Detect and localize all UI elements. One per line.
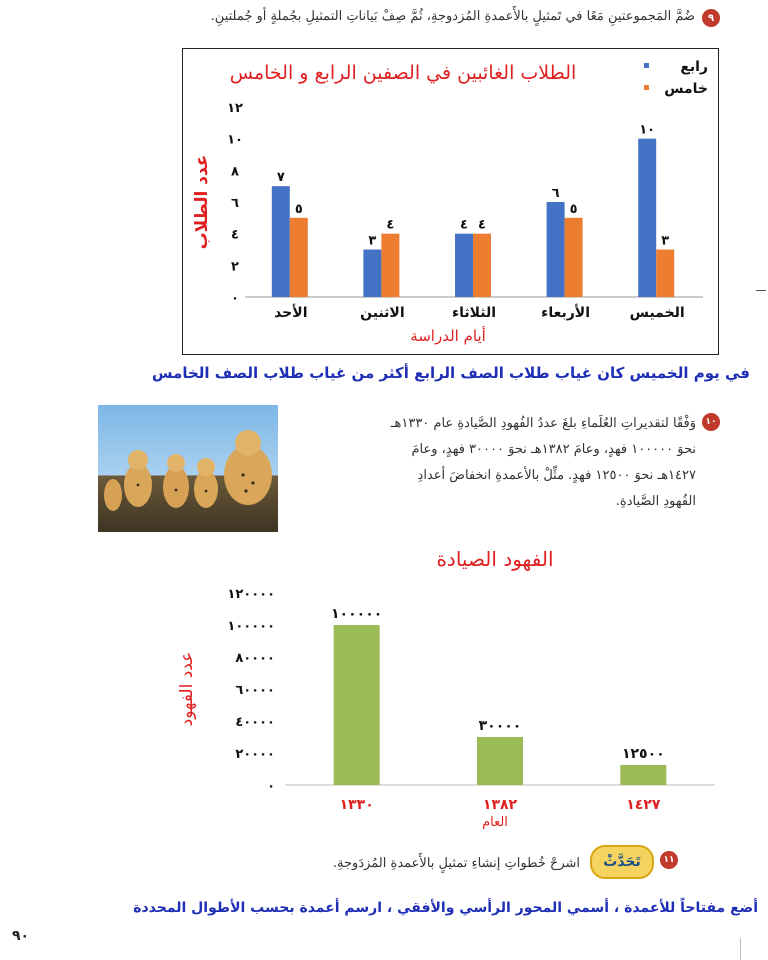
bar — [473, 234, 491, 297]
talk-badge: تَحَدَّثْ — [590, 845, 654, 879]
page-number: ٩٠ — [12, 928, 30, 944]
legend-label: رابع — [680, 59, 708, 75]
y-tick-label: ١٠٠٠٠٠ — [227, 619, 275, 634]
bar — [565, 218, 583, 297]
page-edge-mark — [756, 290, 766, 291]
bar — [363, 250, 381, 298]
data-label: ٣٠٠٠٠ — [478, 718, 522, 734]
y-tick-label: ١٠ — [227, 132, 243, 148]
answer-text: أضع مفتاحاً للأعمدة ، أسمي المحور الرأسي والأفقي ، ارسم أعمدة بحسب الأطوال المحددة — [133, 900, 758, 916]
data-label: ١٢٥٠٠ — [621, 746, 665, 762]
bar — [455, 234, 473, 297]
y-axis-label: عدد الفهود — [177, 651, 197, 727]
y-tick-label: ٢٠٠٠٠ — [235, 747, 275, 762]
bar — [272, 186, 290, 297]
x-tick-label: الاثنين — [360, 305, 405, 321]
paragraph-line: نحوَ ١٠٠٠٠٠ فهدٍ، وعامَ ١٣٨٢هـ نحوَ ٣٠٠٠٠ فهدٍ، وعامَ — [411, 442, 696, 457]
x-axis-label: أيام الدراسة — [410, 327, 486, 345]
x-tick-label: ١٣٣٠ — [339, 797, 374, 813]
y-axis-label: عدد الطلاب — [192, 154, 212, 250]
paragraph-line: وَفْقًا لتقديراتِ العُلَماءِ بلغَ عددُ الفُهودِ الصَّيادةِ عام ١٣٣٠هـ — [390, 416, 696, 431]
data-label: ١٠ — [639, 122, 656, 138]
y-tick-label: ٨٠٠٠٠ — [235, 651, 275, 666]
y-tick-label: ١٢٠٠٠٠ — [227, 587, 275, 602]
legend-swatch — [644, 85, 649, 90]
x-tick-label: الخميس — [629, 305, 685, 321]
legend-label: خامس — [664, 81, 708, 97]
chart-title: الطلاب الغائبين في الصفين الرابع و الخامس — [229, 62, 577, 84]
data-label: ٤ — [460, 217, 468, 233]
question-number-badge — [702, 9, 720, 27]
cheetah-chart — [170, 540, 730, 830]
data-label: ٣ — [368, 233, 377, 249]
x-tick-label: ١٣٨٢ — [482, 797, 518, 813]
question-paragraph — [296, 411, 696, 515]
question-number: ١١ — [663, 855, 675, 865]
data-label: ٥ — [569, 201, 578, 217]
y-tick-label: ١٢ — [227, 101, 243, 116]
bar — [547, 202, 565, 297]
y-tick-label: ٠ — [267, 779, 275, 794]
y-tick-label: ٨ — [231, 164, 239, 180]
bar — [638, 139, 656, 297]
y-tick-label: ٤ — [231, 227, 239, 243]
x-axis-label: العام — [482, 815, 508, 830]
x-tick-label: الأحد — [274, 305, 308, 321]
bar — [334, 625, 380, 785]
x-tick-label: الأربعاء — [541, 305, 591, 321]
data-label: ٦ — [551, 186, 560, 201]
legend-swatch — [644, 63, 649, 68]
absence-chart-frame — [182, 48, 719, 355]
data-label: ٧ — [276, 170, 285, 186]
x-tick-label: الثلاثاء — [451, 305, 497, 321]
data-label: ٥ — [294, 201, 303, 217]
y-tick-label: ٦ — [231, 196, 239, 211]
absence-chart — [183, 49, 718, 354]
bar — [620, 765, 666, 785]
bar — [656, 250, 674, 298]
question-number: ١٠ — [705, 417, 717, 427]
question-number-badge-11 — [660, 851, 678, 869]
bar — [381, 234, 399, 297]
bar — [290, 218, 308, 297]
question-instruction: ضُمَّ المَجموعتينِ مَعًا في تَمثيلٍ بالأَعمدةِ المُزدوجةِ، ثُمَّ صِفْ بَياناتِ التمثيلِ بجُملةٍ أو جُملتينِ. — [210, 9, 695, 24]
y-tick-label: ٢ — [231, 259, 239, 275]
y-tick-label: ٦٠٠٠٠ — [235, 683, 275, 698]
data-label: ١٠٠٠٠٠ — [331, 606, 383, 622]
paragraph-line: الفُهودِ الصَّيادةِ. — [615, 494, 696, 509]
answer-text: في يوم الخميس كان غياب طلاب الصف الرابع أكثر من غياب طلاب الصف الخامس — [151, 364, 750, 382]
x-tick-label: ١٤٢٧ — [626, 797, 661, 813]
question-number-badge-10 — [702, 413, 720, 431]
question-instruction: اشرحْ خُطواتِ إنشاءِ تمثيلٍ بالأَعمدةِ المُزدَوجةِ. — [332, 856, 580, 871]
paragraph-line: ١٤٢٧هـ نحوَ ١٢٥٠٠ فهدٍ. مثِّلْ بالأعمدةِ انخفاضَ أعدادِ — [417, 468, 696, 483]
cheetah-photo — [98, 405, 278, 532]
y-tick-label: ٤٠٠٠٠ — [235, 715, 275, 730]
bar — [477, 737, 523, 785]
data-label: ٣ — [661, 233, 670, 249]
chart-title: الفهود الصيادة — [436, 547, 554, 571]
cheetah-illustration — [98, 405, 278, 532]
page-edge-mark — [740, 938, 741, 960]
data-label: ٤ — [386, 217, 395, 233]
question-number: ٩ — [707, 12, 715, 24]
data-label: ٤ — [478, 217, 486, 233]
y-tick-label: ٠ — [231, 291, 239, 306]
